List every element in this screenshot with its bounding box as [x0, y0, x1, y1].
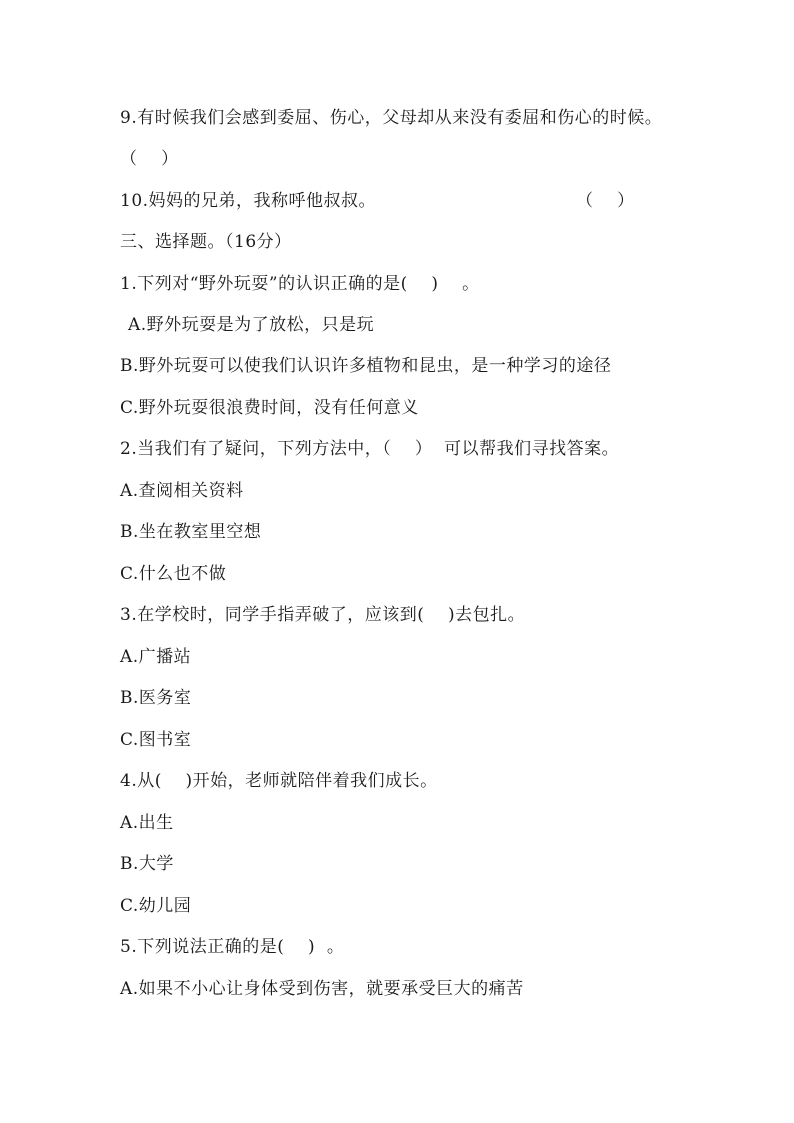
choice-2-option-b: B.坐在教室里空想: [120, 522, 262, 542]
choice-3-option-a: A.广播站: [120, 647, 192, 667]
question-9: 9.有时候我们会感到委屈、伤心，父母却从来没有委屈和伤心的时候。: [120, 108, 663, 128]
choice-4-option-c: C.幼儿园: [120, 896, 192, 916]
choice-3-option-c: C.图书室: [120, 730, 192, 750]
question-10-answer-blank: （ ）: [576, 191, 635, 211]
choice-4-option-a: A.出生: [120, 813, 174, 833]
question-10: 10.妈妈的兄弟，我称呼他叔叔。: [120, 191, 377, 211]
choice-5-option-a: A.如果不小心让身体受到伤害，就要承受巨大的痛苦: [120, 979, 524, 999]
choice-1-option-b: B.野外玩耍可以使我们认识许多植物和昆虫，是一种学习的途径: [120, 356, 612, 376]
section-heading-choice: 三、选择题。（16分）: [120, 232, 292, 252]
choice-question-2: 2.当我们有了疑问，下列方法中，（ ） 可以帮我们寻找答案。: [120, 439, 620, 459]
choice-1-option-a: A.野外玩耍是为了放松，只是玩: [128, 315, 375, 335]
choice-question-1: 1.下列对“野外玩耍”的认识正确的是( ) 。: [120, 274, 480, 294]
choice-2-option-a: A.查阅相关资料: [120, 481, 244, 501]
choice-question-5: 5.下列说法正确的是( ) 。: [120, 937, 345, 957]
choice-3-option-b: B.医务室: [120, 688, 192, 708]
choice-question-4: 4.从( )开始，老师就陪伴着我们成长。: [120, 771, 438, 791]
choice-1-option-c: C.野外玩耍很浪费时间，没有任何意义: [120, 398, 419, 418]
choice-4-option-b: B.大学: [120, 854, 174, 874]
choice-question-3: 3.在学校时，同学手指弄破了，应该到( )去包扎。: [120, 605, 526, 625]
choice-2-option-c: C.什么也不做: [120, 564, 227, 584]
question-9-answer-blank: （ ）: [120, 149, 179, 169]
